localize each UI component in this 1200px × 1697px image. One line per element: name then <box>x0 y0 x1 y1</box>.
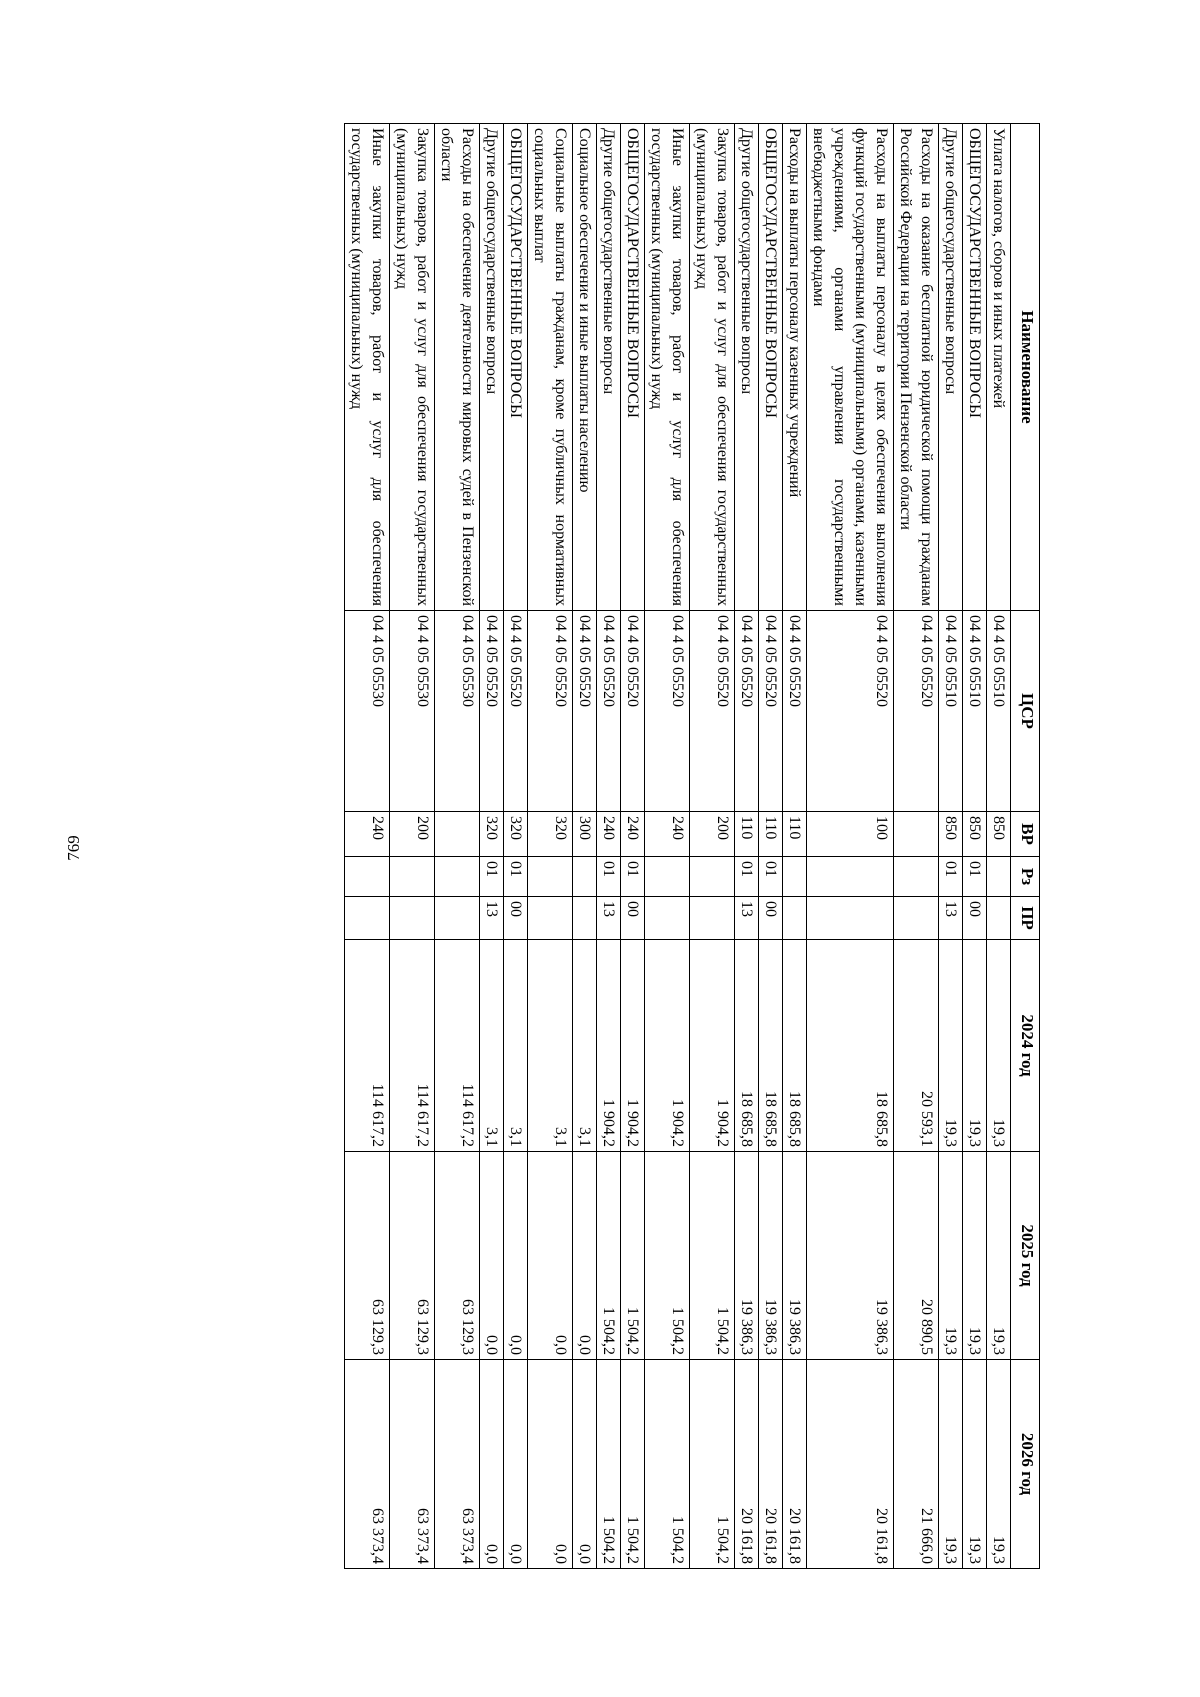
table-row <box>435 124 480 1569</box>
cell-2024: 19,3 <box>963 940 987 1152</box>
cell-pr: 13 <box>597 897 621 940</box>
cell-2026: 19,3 <box>987 1360 1011 1569</box>
cell-csr: 04 4 05 05520 <box>759 611 783 812</box>
budget-table <box>344 123 1040 1569</box>
cell-csr: 04 4 05 05520 <box>645 611 690 812</box>
col-header-rz: Рз <box>1011 857 1040 897</box>
cell-csr: 04 4 05 05510 <box>963 611 987 812</box>
cell-csr: 04 4 05 05530 <box>435 611 480 812</box>
page-number: 769 <box>64 835 83 861</box>
cell-vr: 200 <box>690 812 735 857</box>
table-row <box>690 124 735 1569</box>
cell-name: Расходы на выплаты персоналу казенных учреждений <box>783 124 807 611</box>
cell-pr: 00 <box>963 897 987 940</box>
table-row <box>735 124 759 1569</box>
cell-2024: 18 685,8 <box>807 940 894 1152</box>
cell-name: ОБЩЕГОСУДАРСТВЕННЫЕ ВОПРОСЫ <box>504 124 528 611</box>
cell-name: Расходы на оказание бесплатной юридической помощи гражданам Российской Федерации на территории Пензенской области <box>894 124 939 611</box>
cell-2025: 1 504,2 <box>621 1152 645 1360</box>
cell-pr <box>690 897 735 940</box>
cell-vr: 320 <box>504 812 528 857</box>
cell-name: Социальные выплаты гражданам, кроме публичных нормативных социальных выплат <box>528 124 573 611</box>
col-header-pr: ПР <box>1011 897 1040 940</box>
cell-2024: 18 685,8 <box>735 940 759 1152</box>
cell-pr <box>645 897 690 940</box>
cell-2025: 0,0 <box>504 1152 528 1360</box>
cell-rz <box>807 857 894 897</box>
table-row <box>480 124 504 1569</box>
cell-2026: 0,0 <box>504 1360 528 1569</box>
col-header-vr: ВР <box>1011 812 1040 857</box>
cell-name: Иные закупки товаров, работ и услуг для обеспечения государственных (муниципальных) нужд <box>345 124 390 611</box>
cell-2025: 1 504,2 <box>597 1152 621 1360</box>
cell-csr: 04 4 05 05520 <box>621 611 645 812</box>
cell-rz <box>435 857 480 897</box>
cell-pr <box>894 897 939 940</box>
cell-2024: 3,1 <box>573 940 597 1152</box>
cell-rz: 01 <box>504 857 528 897</box>
cell-vr: 320 <box>480 812 504 857</box>
cell-csr: 04 4 05 05530 <box>345 611 390 812</box>
cell-rz <box>645 857 690 897</box>
cell-2026: 20 161,8 <box>783 1360 807 1569</box>
cell-pr <box>807 897 894 940</box>
cell-2026: 1 504,2 <box>690 1360 735 1569</box>
cell-rz: 01 <box>480 857 504 897</box>
cell-name: Расходы на обеспечение деятельности мировых судей в Пензенской области <box>435 124 480 611</box>
cell-2025: 20 890,5 <box>894 1152 939 1360</box>
cell-2024: 3,1 <box>480 940 504 1152</box>
cell-2025: 19,3 <box>939 1152 963 1360</box>
cell-2024: 1 904,2 <box>645 940 690 1152</box>
cell-rz <box>987 857 1011 897</box>
cell-2024: 3,1 <box>528 940 573 1152</box>
cell-vr: 240 <box>645 812 690 857</box>
cell-vr: 850 <box>939 812 963 857</box>
cell-2026: 20 161,8 <box>807 1360 894 1569</box>
cell-pr <box>573 897 597 940</box>
cell-csr: 04 4 05 05520 <box>573 611 597 812</box>
cell-2024: 3,1 <box>504 940 528 1152</box>
cell-name: Другие общегосударственные вопросы <box>597 124 621 611</box>
cell-2025: 63 129,3 <box>345 1152 390 1360</box>
cell-2025: 0,0 <box>528 1152 573 1360</box>
cell-name: Другие общегосударственные вопросы <box>735 124 759 611</box>
cell-rz <box>345 857 390 897</box>
cell-name: Расходы на выплаты персоналу в целях обеспечения выполнения функций государственными (муниципальными) органами, казенными учреждениями, органами управления государственными внебюджетными фондами <box>807 124 894 611</box>
cell-name: Уплата налогов, сборов и иных платежей <box>987 124 1011 611</box>
cell-2025: 63 129,3 <box>435 1152 480 1360</box>
cell-pr <box>987 897 1011 940</box>
col-header-name: Наименование <box>1011 124 1040 611</box>
cell-csr: 04 4 05 05530 <box>390 611 435 812</box>
cell-2024: 114 617,2 <box>345 940 390 1152</box>
table-row <box>504 124 528 1569</box>
cell-pr: 13 <box>480 897 504 940</box>
cell-2026: 1 504,2 <box>621 1360 645 1569</box>
cell-2025: 19,3 <box>987 1152 1011 1360</box>
cell-name: ОБЩЕГОСУДАРСТВЕННЫЕ ВОПРОСЫ <box>759 124 783 611</box>
cell-csr: 04 4 05 05520 <box>528 611 573 812</box>
cell-vr <box>894 812 939 857</box>
cell-name: Закупка товаров, работ и услуг для обеспечения государственных (муниципальных) нужд <box>690 124 735 611</box>
cell-2026: 19,3 <box>939 1360 963 1569</box>
cell-2025: 1 504,2 <box>690 1152 735 1360</box>
cell-2024: 18 685,8 <box>759 940 783 1152</box>
cell-2025: 19 386,3 <box>759 1152 783 1360</box>
cell-pr: 00 <box>621 897 645 940</box>
cell-2026: 0,0 <box>573 1360 597 1569</box>
col-header-2024: 2024 год <box>1011 940 1040 1152</box>
col-header-2026: 2026 год <box>1011 1360 1040 1569</box>
cell-2025: 0,0 <box>573 1152 597 1360</box>
cell-2025: 0,0 <box>480 1152 504 1360</box>
cell-rz: 01 <box>735 857 759 897</box>
cell-name: ОБЩЕГОСУДАРСТВЕННЫЕ ВОПРОСЫ <box>963 124 987 611</box>
cell-vr: 850 <box>987 812 1011 857</box>
cell-rz: 01 <box>939 857 963 897</box>
cell-2026: 0,0 <box>480 1360 504 1569</box>
table-row <box>573 124 597 1569</box>
cell-name: Социальное обеспечение и иные выплаты населению <box>573 124 597 611</box>
header-row <box>1011 124 1040 1569</box>
table-row <box>963 124 987 1569</box>
cell-name: ОБЩЕГОСУДАРСТВЕННЫЕ ВОПРОСЫ <box>621 124 645 611</box>
cell-2025: 63 129,3 <box>390 1152 435 1360</box>
cell-2025: 19,3 <box>963 1152 987 1360</box>
cell-2026: 0,0 <box>528 1360 573 1569</box>
cell-pr: 00 <box>504 897 528 940</box>
cell-2026: 63 373,4 <box>390 1360 435 1569</box>
cell-vr: 240 <box>621 812 645 857</box>
cell-rz <box>894 857 939 897</box>
cell-name: Другие общегосударственные вопросы <box>939 124 963 611</box>
cell-pr <box>345 897 390 940</box>
cell-vr: 240 <box>345 812 390 857</box>
table-row <box>783 124 807 1569</box>
cell-vr <box>435 812 480 857</box>
cell-2025: 19 386,3 <box>783 1152 807 1360</box>
cell-rz <box>783 857 807 897</box>
cell-2025: 19 386,3 <box>735 1152 759 1360</box>
cell-2026: 63 373,4 <box>345 1360 390 1569</box>
cell-rz <box>690 857 735 897</box>
cell-2024: 114 617,2 <box>435 940 480 1152</box>
cell-2026: 1 504,2 <box>597 1360 621 1569</box>
table-row <box>939 124 963 1569</box>
cell-vr: 110 <box>759 812 783 857</box>
cell-pr: 13 <box>735 897 759 940</box>
cell-2025: 19 386,3 <box>807 1152 894 1360</box>
cell-csr: 04 4 05 05510 <box>987 611 1011 812</box>
cell-csr: 04 4 05 05520 <box>597 611 621 812</box>
cell-vr: 300 <box>573 812 597 857</box>
cell-2026: 1 504,2 <box>645 1360 690 1569</box>
cell-2026: 20 161,8 <box>759 1360 783 1569</box>
table-row <box>807 124 894 1569</box>
table-row <box>345 124 390 1569</box>
cell-csr: 04 4 05 05520 <box>807 611 894 812</box>
table-row <box>390 124 435 1569</box>
cell-2024: 114 617,2 <box>390 940 435 1152</box>
cell-2026: 21 666,0 <box>894 1360 939 1569</box>
table-row <box>894 124 939 1569</box>
col-header-2025: 2025 год <box>1011 1152 1040 1360</box>
cell-csr: 04 4 05 05520 <box>783 611 807 812</box>
cell-pr <box>435 897 480 940</box>
cell-name: Другие общегосударственные вопросы <box>480 124 504 611</box>
cell-pr: 00 <box>759 897 783 940</box>
cell-rz <box>390 857 435 897</box>
cell-csr: 04 4 05 05520 <box>690 611 735 812</box>
cell-2024: 19,3 <box>987 940 1011 1152</box>
cell-name: Закупка товаров, работ и услуг для обеспечения государственных (муниципальных) нужд <box>390 124 435 611</box>
cell-vr: 100 <box>807 812 894 857</box>
table-body <box>345 124 1011 1569</box>
cell-rz: 01 <box>963 857 987 897</box>
table-row <box>528 124 573 1569</box>
cell-2026: 19,3 <box>963 1360 987 1569</box>
cell-csr: 04 4 05 05520 <box>480 611 504 812</box>
cell-2024: 1 904,2 <box>597 940 621 1152</box>
cell-vr: 110 <box>735 812 759 857</box>
cell-name: Иные закупки товаров, работ и услуг для обеспечения государственных (муниципальных) нужд <box>645 124 690 611</box>
table-row <box>597 124 621 1569</box>
cell-2024: 19,3 <box>939 940 963 1152</box>
cell-csr: 04 4 05 05520 <box>735 611 759 812</box>
cell-2026: 20 161,8 <box>735 1360 759 1569</box>
cell-vr: 200 <box>390 812 435 857</box>
table-row <box>759 124 783 1569</box>
cell-rz: 01 <box>759 857 783 897</box>
cell-vr: 110 <box>783 812 807 857</box>
cell-2024: 20 593,1 <box>894 940 939 1152</box>
cell-rz: 01 <box>621 857 645 897</box>
cell-rz <box>528 857 573 897</box>
table-row <box>621 124 645 1569</box>
table-row <box>987 124 1011 1569</box>
cell-2026: 63 373,4 <box>435 1360 480 1569</box>
cell-vr: 320 <box>528 812 573 857</box>
cell-pr <box>390 897 435 940</box>
cell-rz: 01 <box>597 857 621 897</box>
cell-2024: 18 685,8 <box>783 940 807 1152</box>
cell-csr: 04 4 05 05520 <box>504 611 528 812</box>
table-row <box>645 124 690 1569</box>
cell-rz <box>573 857 597 897</box>
cell-vr: 240 <box>597 812 621 857</box>
cell-pr <box>528 897 573 940</box>
cell-2025: 1 504,2 <box>645 1152 690 1360</box>
cell-csr: 04 4 05 05510 <box>939 611 963 812</box>
cell-csr: 04 4 05 05520 <box>894 611 939 812</box>
rotated-table-wrapper <box>130 123 1040 1568</box>
col-header-csr: ЦСР <box>1011 611 1040 812</box>
cell-vr: 850 <box>963 812 987 857</box>
cell-pr: 13 <box>939 897 963 940</box>
cell-2024: 1 904,2 <box>621 940 645 1152</box>
cell-pr <box>783 897 807 940</box>
cell-2024: 1 904,2 <box>690 940 735 1152</box>
